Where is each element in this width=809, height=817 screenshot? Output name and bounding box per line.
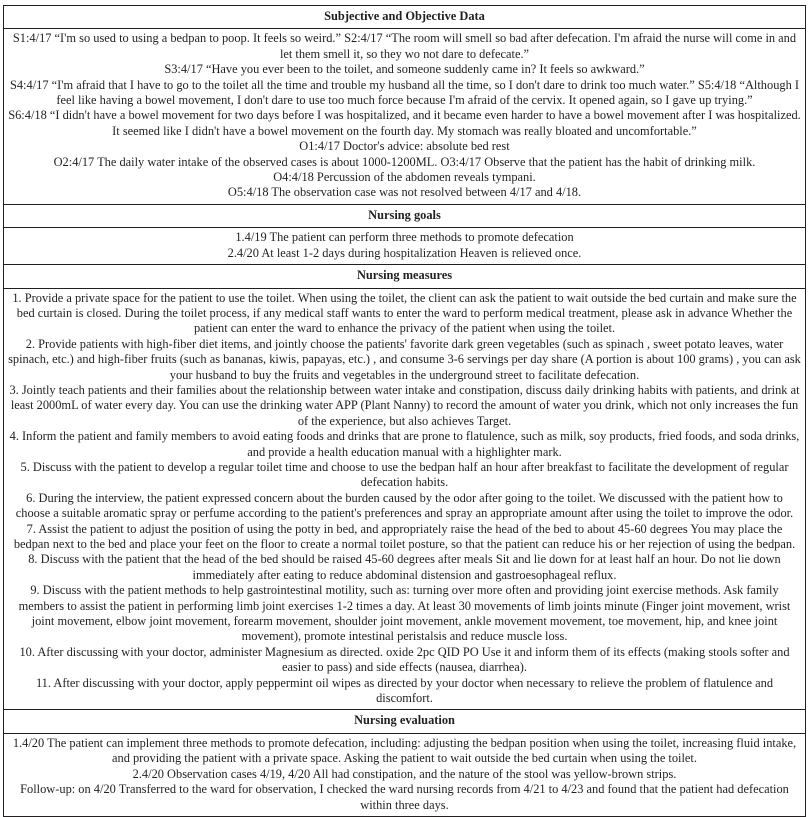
subjective-objective-data-heading: Subjective and Objective Data bbox=[4, 6, 806, 29]
paragraph: 11. After discussing with your doctor, apply peppermint oil wipes as directed by your doctor when necessary to relieve the problem of flatulence and discomfort. bbox=[35, 675, 774, 706]
paragraph: Follow-up: on 4/20 Transferred to the ward for observation, I checked the ward nursing records from 4/21 to 4/23 and found that the patient had defecation within three days. bbox=[20, 782, 789, 812]
paragraph: S3:4/17 “Have you ever been to the toilet, and someone suddenly came in? It feels so awkward.” bbox=[164, 62, 645, 77]
nursing-goals-heading: Nursing goals bbox=[4, 204, 806, 227]
paragraph: 1.4/20 The patient can implement three methods to promote defecation, including: adjusting the bedpan position when using the toilet, increasing fluid intake, and providing the patient with a private space. Asking the patient to wait outside the bed curtain when using the toilet. bbox=[12, 735, 797, 766]
nursing-measures-content-row bbox=[4, 288, 806, 710]
subjective-objective-data-header-row bbox=[4, 6, 806, 29]
nursing-measures-content bbox=[4, 288, 806, 710]
paragraph: 5. Discuss with the patient to develop a regular toilet time and choose to use the bedpan half an hour after breakfast to facilitate the development of regular defecation habits. bbox=[20, 459, 789, 490]
nursing-evaluation-heading: Nursing evaluation bbox=[4, 710, 806, 733]
paragraph: 3. Jointly teach patients and their families about the relationship between water intake and constipation, discuss daily drinking habits with patients, and drink at least 2000mL of water every day. You can use the drinking water APP (Plant Nanny) to record the amount of water you drink, which not only increases the fun of the experience, but also achieves Target. bbox=[9, 382, 800, 428]
paragraph: O2:4/17 The daily water intake of the observed cases is about 1000-1200ML. O3:4/17 Observe that the patient has the habit of drinking milk. bbox=[53, 154, 756, 169]
paragraph: 9. Discuss with the patient methods to help gastrointestinal motility, such as: turning over more often and providing joint exercise methods. Ask family members to assist the patient in performing limb joint exercises 1-2 times a day. At least 30 movements of limb joints minute (Finger joint movement, wrist joint movement, elbow joint movement, forearm movement, shoulder joint movement, ankle movement movement, toe movement, hip, and knee joint movement), promote intestinal peristalsis and reduce muscle loss. bbox=[18, 583, 791, 644]
paragraph: 1. Provide a private space for the patient to use the toilet. When using the toilet, the client can ask the patient to wait outside the bed curtain and make sure the bed curtain is closed. During the toilet process, if any medical staff wants to enter the ward to perform medical treatment, please ask in advance Whether the patient can enter the ward to enhance the privacy of the patient when using the toilet. bbox=[12, 290, 797, 336]
nursing-goals-header-row bbox=[4, 204, 806, 227]
paragraph: 2. Provide patients with high-fiber diet items, and jointly choose the patients' favorite dark green vegetables (such as spinach , sweet potato leaves, water spinach, etc.) and high-fiber fruits (such as bananas, kiwis, papayas, etc.) , and consume 3-6 servings per day share (A portion is about 100 grams) , you can ask your husband to buy the fruits and vegetables in the underground street to facilitate defecation. bbox=[8, 336, 801, 382]
nursing-evaluation-content-row bbox=[4, 733, 806, 816]
table-body bbox=[4, 6, 806, 817]
nursing-measures-heading: Nursing measures bbox=[4, 265, 806, 288]
paragraph: 2.4/20 At least 1-2 days during hospitalization Heaven is relieved once. bbox=[227, 245, 582, 260]
paragraph: 4. Inform the patient and family members to avoid eating foods and drinks that are prone to flatulence, such as milk, soy products, fried foods, and soda drinks, and provide a health education manual with a highlighter mark. bbox=[9, 429, 800, 459]
subjective-objective-data-content-row bbox=[4, 29, 806, 204]
nursing-evaluation-header-row bbox=[4, 710, 806, 733]
paragraph: 6. During the interview, the patient expressed concern about the burden caused by the odor after going to the toilet. We discussed with the patient how to choose a suitable aromatic spray or perfume according to the patient's preferences and spray an appropriate amount after using the toilet to improve the odor. bbox=[15, 490, 794, 521]
paragraph: O4:4/18 Percussion of the abdomen reveals tympani. bbox=[273, 170, 536, 185]
nursing-care-plan-table bbox=[3, 5, 806, 817]
nursing-goals-content bbox=[4, 228, 806, 265]
paragraph: O5:4/18 The observation case was not resolved between 4/17 and 4/18. bbox=[227, 185, 582, 200]
paragraph: 7. Assist the patient to adjust the position of using the potty in bed, and appropriately raise the head of the bed to about 45-60 degrees You may place the bedpan next to the bed and place your feet on the floor to create a normal toilet posture, so that the patient can reduce his or her rejection of using the bedpan. 8. Discuss with the patient that the head of the bed should be raised 45-60 degrees after meals Sit and lie down for at least half an hour. Do not lie down immediately after eating to reduce abdominal distension and gastroesophageal reflux. bbox=[13, 521, 796, 582]
nursing-measures-header-row bbox=[4, 265, 806, 288]
paragraph: S6:4/18 “I didn't have a bowel movement for two days before I was hospitalized, and it became even harder to have a bowel movement after I was hospitalized. It seemed like I didn't have a bowel movement on the fourth day. My stomach was really bloated and uncomfortable.” bbox=[8, 108, 801, 138]
paragraph: O1:4/17 Doctor's advice: absolute bed rest bbox=[299, 139, 510, 154]
subjective-objective-data-content bbox=[4, 29, 806, 204]
paragraph: 10. After discussing with your doctor, administer Magnesium as directed. oxide 2pc QID PO Use it and inform them of its effects (making stools softer and easier to pass) and side effects (nausea, diarrhea). bbox=[19, 644, 790, 675]
nursing-goals-content-row bbox=[4, 228, 806, 265]
paragraph: S4:4/17 “I'm afraid that I have to go to the toilet all the time and trouble my husband all the time, so I don't dare to drink too much water.” S5:4/18 “Although I feel like having a bowel movement, I don't dare to use too much force because I'm afraid of the cervix. It opened again, so I gave up trying.” bbox=[9, 77, 800, 108]
nursing-evaluation-content bbox=[4, 733, 806, 816]
paragraph: 1.4/19 The patient can perform three methods to promote defecation bbox=[235, 230, 574, 245]
paragraph: 2.4/20 Observation cases 4/19, 4/20 All had constipation, and the nature of the stool was yellow-brown strips. bbox=[132, 766, 677, 781]
paragraph: S1:4/17 “I'm so used to using a bedpan to poop. It feels so weird.” S2:4/17 “The room will smell so bad after defecation. I'm afraid the nurse will come in and let them smell it, so they wo not dare to defecate.” bbox=[12, 31, 797, 61]
